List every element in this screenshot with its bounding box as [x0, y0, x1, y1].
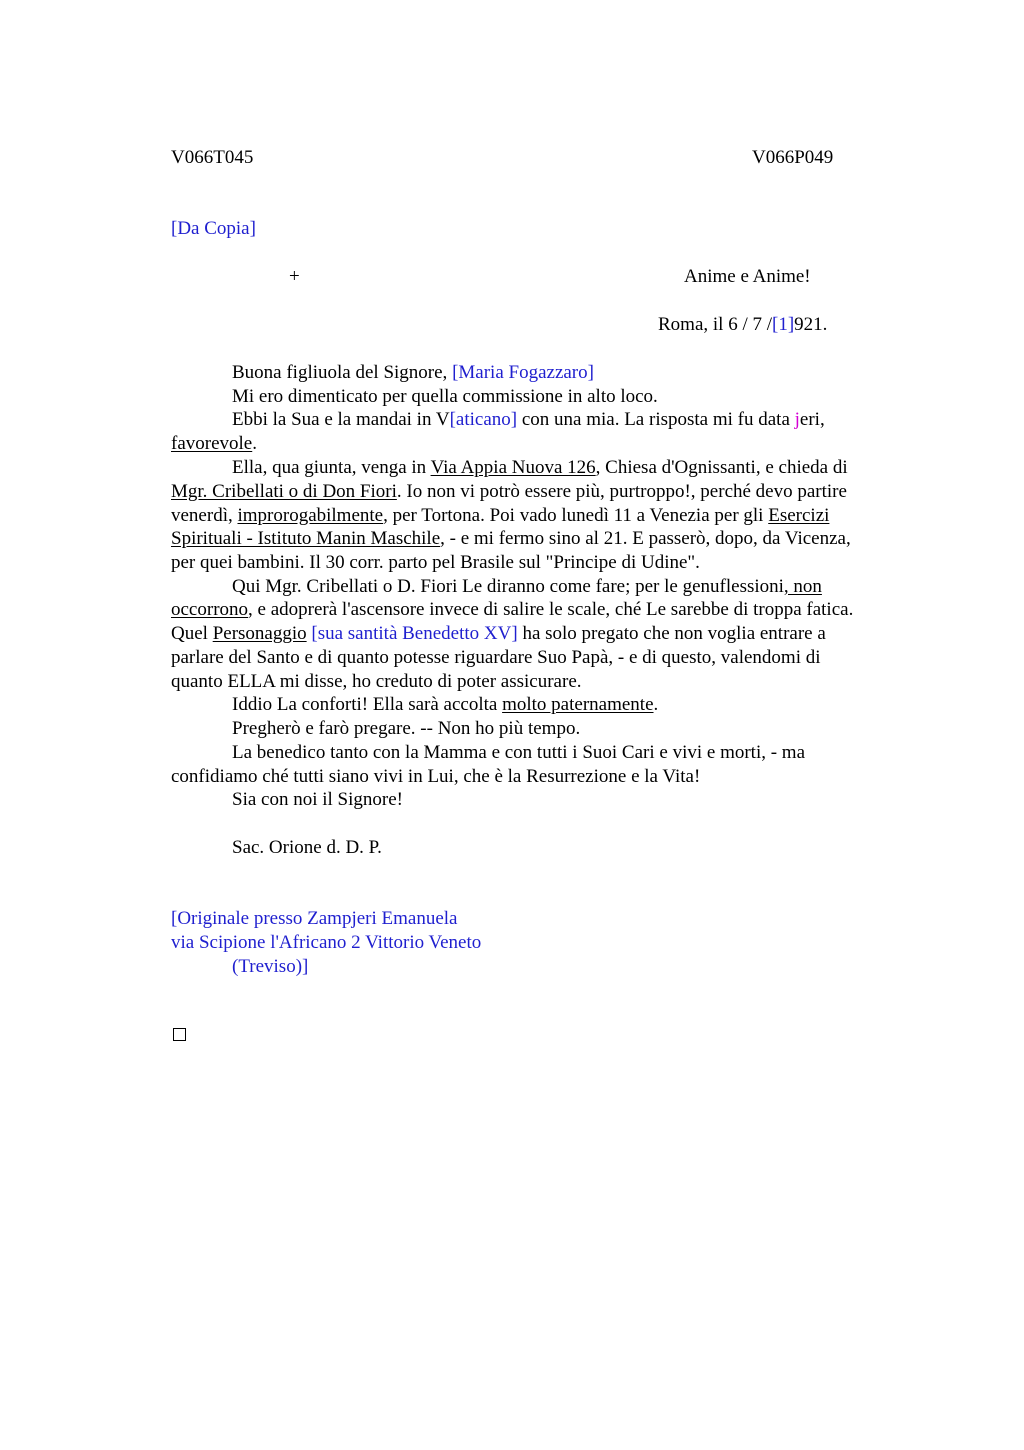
- underlined-text: Mgr. Cribellati o di Don Fiori: [171, 481, 397, 502]
- text-run: Iddio La conforti! Ella sarà accolta: [232, 694, 503, 715]
- letter-line-2: [232, 408, 825, 432]
- text-run: con una mia. La risposta mi fu data: [517, 409, 795, 430]
- source-note: [Da Copia]: [171, 218, 256, 239]
- underlined-text: Spirituali - Istituto Manin Maschile: [171, 528, 441, 549]
- signature: Sac. Orione d. D. P.: [232, 837, 382, 858]
- underlined-text: Personaggio: [212, 623, 307, 644]
- date-line: [658, 313, 827, 337]
- letter-line-11: [171, 622, 826, 646]
- text-run: eri,: [799, 409, 825, 430]
- text-run: , e adoprerà l'ascensore invece di salire le scale, ché Le sarebbe di troppa fatica.: [248, 599, 854, 620]
- editorial-insert: [aticano]: [449, 409, 518, 430]
- cross-symbol: +: [289, 266, 300, 287]
- letter-line-15: Pregherò e farò pregare. -- Non ho più tempo.: [232, 718, 581, 739]
- underlined-text: , non: [783, 576, 822, 597]
- letter-line-10: [171, 598, 853, 622]
- letter-line-13: quanto ELLA mi disse, ho creduto di poter assicurare.: [171, 671, 582, 692]
- letter-line-5: [171, 480, 847, 504]
- underlined-text: occorrono: [171, 599, 249, 620]
- text-run: , - e mi fermo sino al 21. E passerò, dopo, da Vicenza,: [440, 528, 851, 549]
- letter-line-16: La benedico tanto con la Mamma e con tutti i Suoi Cari e vivi e morti, - ma: [232, 742, 806, 763]
- document-code-left: V066T045: [171, 147, 254, 168]
- recipient-name: [Maria Fogazzaro]: [452, 362, 594, 383]
- footnote-line-3: (Treviso)]: [232, 956, 309, 977]
- letter-line-7: [171, 527, 851, 551]
- letter-line-6: [171, 504, 829, 528]
- text-run: , per Tortona. Poi vado lunedì 11 a Venezia per gli: [383, 505, 769, 526]
- date-editorial-bracket: [1]: [772, 314, 795, 335]
- letter-line-12: parlare del Santo e di quanto potesse riguardare Suo Papà, - e di questo, valendomi di: [171, 647, 821, 668]
- checkbox-square-icon: [173, 1028, 186, 1041]
- footnote-line-2: via Scipione l'Africano 2 Vittorio Veneto: [171, 932, 482, 953]
- date-suffix: 921.: [794, 314, 828, 335]
- text-run: Qui Mgr. Cribellati o D. Fiori Le diranno come fare; per le genuflessioni: [232, 576, 784, 597]
- document-code-right: V066P049: [752, 147, 834, 168]
- text-run: Ebbi la Sua e la mandai in V: [232, 409, 450, 430]
- letter-line-14: [232, 693, 658, 717]
- text-run: Ella, qua giunta, venga in: [232, 457, 431, 478]
- letter-line-1: Mi ero dimenticato per quella commissione in alto loco.: [232, 386, 658, 407]
- letter-line-18: Sia con noi il Signore!: [232, 789, 403, 810]
- text-run: ha solo pregato che non voglia entrare a: [517, 623, 826, 644]
- text-run: .: [653, 694, 659, 715]
- underlined-text: molto paternamente: [502, 694, 654, 715]
- text-run: venerdì,: [171, 505, 238, 526]
- letter-line-17: confidiamo ché tutti siano vivi in Lui, che è la Resurrezione e la Vita!: [171, 766, 701, 787]
- date-prefix: Roma, il 6 / 7 /: [658, 314, 772, 335]
- letter-line-3: [171, 432, 257, 456]
- underlined-text: improrogabilmente: [237, 505, 384, 526]
- letter-line-4: [232, 456, 848, 480]
- editorial-insert: [sua santità Benedetto XV]: [311, 623, 518, 644]
- highlighted-letter: j: [794, 409, 800, 430]
- underlined-text: Via Appia Nuova 126: [430, 457, 596, 478]
- footnote-line-1: [Originale presso Zampjeri Emanuela: [171, 908, 458, 929]
- greeting: [232, 361, 594, 385]
- text-run: . Io non vi potrò essere più, purtroppo!, perché devo partire: [396, 481, 847, 502]
- text-run: Quel: [171, 623, 213, 644]
- letter-line-8: per quei bambini. Il 30 corr. parto pel Brasile sul "Principe di Udine".: [171, 552, 700, 573]
- underlined-text: favorevole: [171, 433, 253, 454]
- text-run: .: [252, 433, 257, 454]
- letter-line-9: [232, 575, 822, 599]
- text-run: , Chiesa d'Ognissanti, e chieda di: [595, 457, 848, 478]
- underlined-text: Esercizi: [768, 505, 830, 526]
- motto: Anime e Anime!: [684, 266, 811, 287]
- greeting-text: Buona figliuola del Signore,: [232, 362, 453, 383]
